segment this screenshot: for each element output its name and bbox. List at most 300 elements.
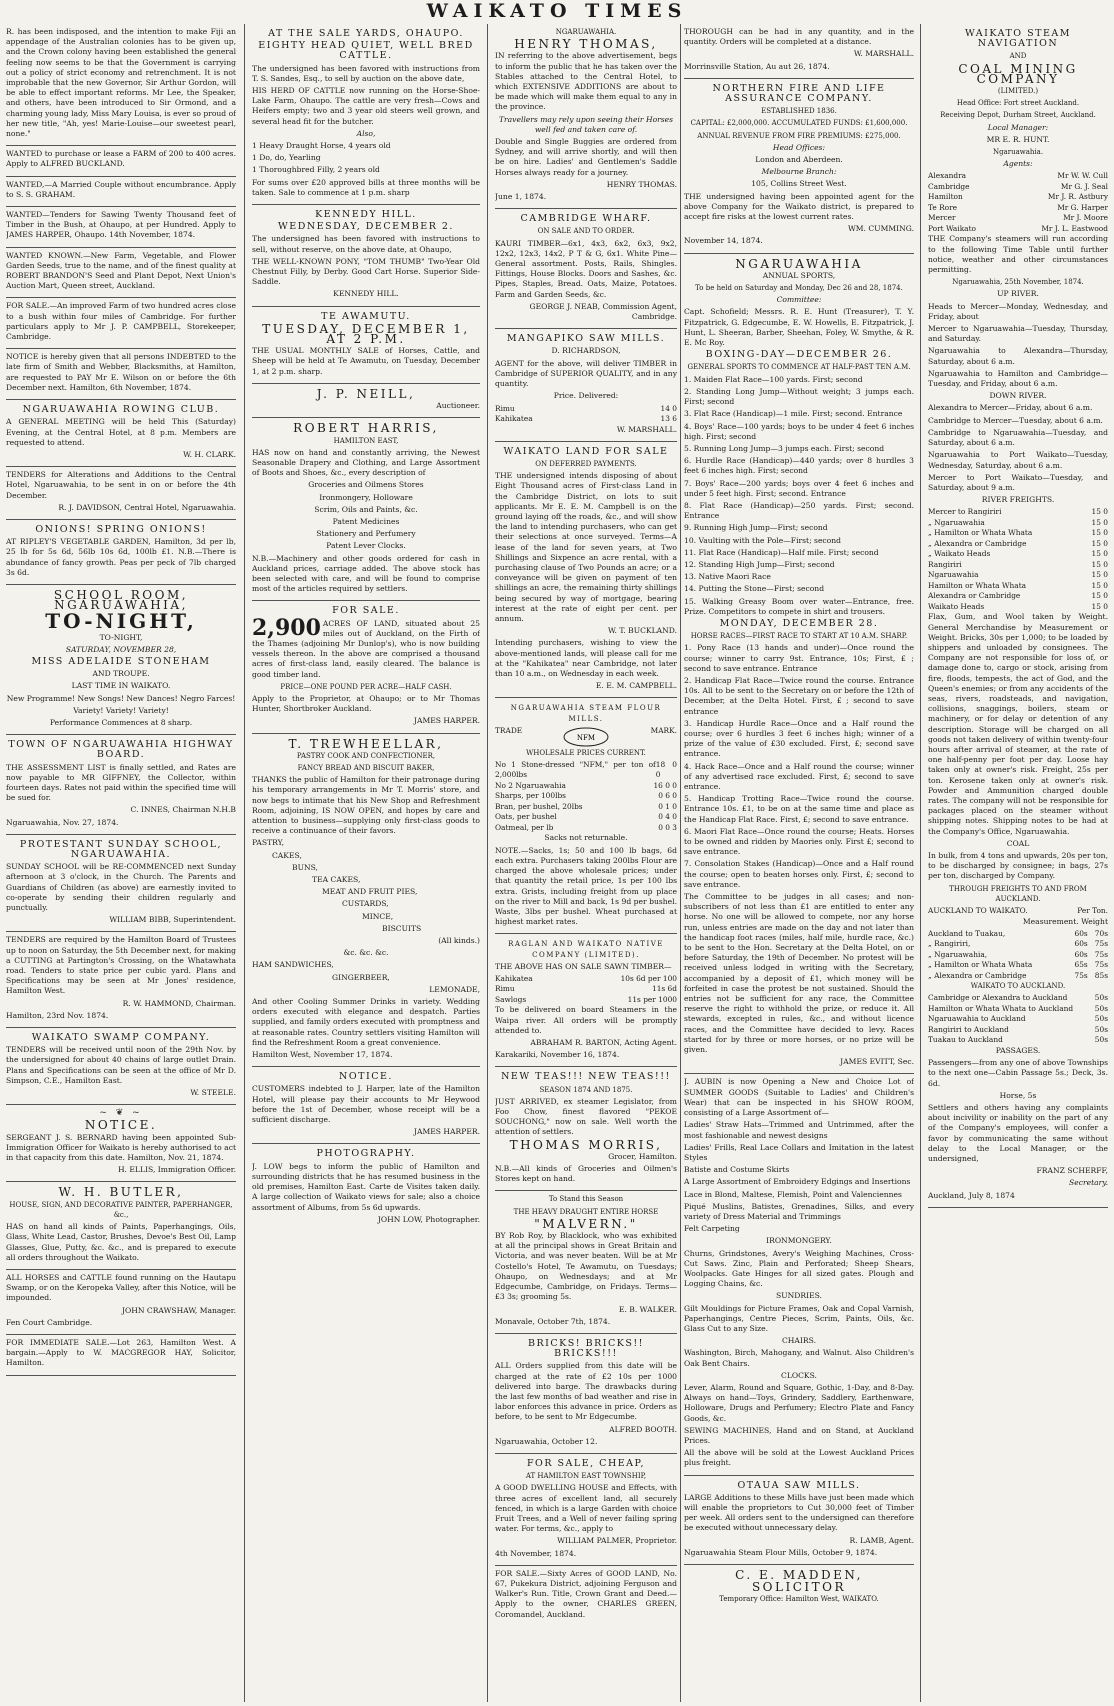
agent-town: Mercer	[928, 213, 956, 223]
ad-flour-mills	[495, 698, 677, 934]
ad-date: 4th November, 1874.	[495, 1548, 577, 1558]
timetable-row: Cambridge to Mercer—Tuesday, about 6 a.m.	[928, 415, 1103, 425]
price-label: No 1 Stone-dressed "NFM," per ton of 2,000lbs	[495, 759, 656, 780]
list-item: Ladies' Straw Hats—Trimmed and Untrimmed, after the most fashionable and newest designs	[684, 1120, 914, 1140]
price-row	[495, 974, 677, 985]
ad-onions	[6, 520, 236, 585]
ad-te-awamutu	[252, 307, 480, 384]
ad-subheading: D. RICHARDSON,	[551, 346, 621, 356]
ad-signature: WILLIAM PALMER, Proprietor.	[557, 1536, 677, 1546]
ad-aubin	[684, 1074, 914, 1475]
news-text: R. has been indisposed, and the intention to make Fiji an appendage of the Australian colonies has to be given up, and the Crown colony having been established the general feeling now seems to be that the Government is carrying out a policy of strict economy and retrenchment. It is not improbable that the new Governor, Sir Arthur Gordon, will be able to effect important reforms. Mr Lee, the Speaker, and others, have been introduced to Sir Ormond, and a charming young lady, Miss Mary Louisa, is ever so proud of her new title, "Ah, yes! Marie-Louise—our sweetest pearl, none."	[6, 27, 236, 139]
list-item: 1 Heavy Draught Horse, 4 years old	[252, 141, 391, 151]
ad-henry-thomas	[495, 24, 677, 209]
ad-text: To Stand this Season	[548, 1195, 624, 1204]
ad-wanted-farm	[6, 146, 236, 176]
ad-text: The undersigned has been favored with instructions to sell, without reserve, on the above date, at Ohaupo,	[252, 234, 480, 254]
ad-madden	[684, 1565, 914, 1611]
list-item: A Large Assortment of Embroidery Edgings and Insertions	[684, 1177, 911, 1187]
freight-label: Hamilton or Whata Whata	[928, 580, 1027, 590]
ad-text: TENDERS for Alterations and Additions to the Central Hotel, Ngaruawahia, to be sent in on or before the 4th December.	[6, 470, 236, 500]
ad-subheading: WEDNESDAY, DECEMBER 2.	[278, 221, 454, 233]
timetable-row: Alexandra to Mercer—Friday, about 6 a.m.	[928, 403, 1093, 413]
column-4	[680, 24, 918, 1702]
price-value: 14 0	[660, 403, 677, 413]
event-item: 1. Maiden Flat Race—100 yards. First; second	[684, 374, 863, 384]
timetable-row: Heads to Mercer—Monday, Wednesday, and Friday, about	[928, 301, 1108, 321]
through-measure: 50s	[1094, 1035, 1108, 1045]
event-item: 15. Walking Greasy Boom over water—Entrance, free. Prize. Competitors to compete in shirt and trousers.	[684, 596, 914, 616]
ad-heading: FOR SALE, CHEAP,	[526, 1457, 646, 1469]
ad-text: WANTED,—A Married Couple without encumbrance. Apply to S. S. GRAHAM.	[6, 179, 236, 199]
ad-text: SATURDAY, NOVEMBER 28,	[65, 644, 177, 654]
price-row	[495, 404, 677, 415]
freight-row	[928, 507, 1108, 518]
ad-signature: GEORGE J. NEAB, Commission Agent, Cambridge.	[529, 301, 677, 322]
list-item: HAM SANDWICHES,	[252, 960, 334, 970]
ad-text: THE Company's steamers will run according to the following Time Table until further notice, weather and other circumstances permitting.	[928, 234, 1108, 275]
price-row	[495, 802, 677, 813]
price-row	[495, 823, 677, 834]
news-paragraph	[6, 24, 236, 146]
ad-immediate-sale	[6, 1335, 236, 1376]
freight-value: 15 0	[1091, 507, 1108, 517]
price-label: Kahikatea	[495, 973, 533, 983]
list-item: 1 Thoroughbred Filly, 2 years old	[252, 165, 380, 175]
ad-signature: W. MARSHALL.	[853, 49, 914, 59]
ad-text: And other Cooling Summer Drinks in variety. Wedding orders executed with elegance and despatch. Parties supplied, and family orders executed with promptness and at reasonable rates. Country settlers visiting Hamilton will find the Refreshment Room a great convenience.	[252, 997, 480, 1047]
ad-display-heading: TO-NIGHT,	[45, 609, 197, 634]
ad-text: WANTED KNOWN.—New Farm, Vegetable, and Flower Garden Seeds, true to the name, and of the finest quality at ROBERT BRANDON'S Seed and Plant Depot, Next Union's Auction Mart, Queen street, Auckland.	[6, 250, 236, 291]
through-label: „ Rangiriri,	[928, 939, 971, 949]
ad-text: Horse, 5s	[999, 1090, 1037, 1100]
ad-new-teas	[495, 1067, 677, 1191]
list-item: (All kinds.)	[438, 936, 480, 946]
ad-subheading: HAMILTON EAST,	[333, 436, 399, 445]
table-header: WAIKATO TO AUCKLAND.	[970, 982, 1066, 991]
table-header: AUCKLAND TO WAIKATO.	[928, 906, 1028, 915]
ad-text: SUNDAY SCHOOL will be RE-COMMENCED next Sunday afternoon at 3 o'clock, in the Church. The Parents and Guardians of Children (as above) are earnestly invited to co-operate by sending their children regularly and punctually.	[6, 862, 236, 913]
ad-text: Flax, Gum, and Wool taken by Weight. General Merchandise by Measurement or Weight. Bricks, 30s per 1,000; to be loaded by shippers and unloaded by consignees. The Company are not responsible for loss of, or damage done to, cargo or stock, arising from fire, floods, tempests, the act of God, and the Queen's enemies; or from any accidents of the seas, rivers, roadsteads, and navigation, collisions, snaggings, boilers, steam or machinery, or for delay or detention of any description. Storage will be charged on all goods not taken delivery of within twenty-four hours after arrival of steamer, at the rate of one half-penny per foot per day. Loose hay taken only at owner's risk. Freight, 25s per ton. Kerosene taken only at owner's risk. Powder and Ammunition charged double rates. The company will not be responsible for packages placed on the steamer without shipping notes. Shipping notes to be had at the Company's Office, Ngaruawahia.	[928, 612, 1108, 836]
freight-label: Alexandra or Cambridge	[928, 591, 1021, 601]
ad-text: THE USUAL MONTHLY SALE of Horses, Cattle, and Sheep will be held at Te Awamutu, on Tuesday, December 1, at 2 p.m. sharp.	[252, 346, 480, 376]
event-item: 2. Standing Long Jump—Without weight; 3 jumps each. First; second	[684, 386, 914, 407]
ad-signature: ABRAHAM R. BARTON, Acting Agent.	[530, 1038, 677, 1048]
ad-text: THE ABOVE HAS ON SALE SAWN TIMBER—	[495, 961, 672, 971]
through-row	[928, 939, 1108, 950]
ad-date: November 14, 1874.	[684, 236, 763, 246]
ad-heading: "MALVERN."	[534, 1216, 638, 1231]
ad-otaua-saw-mills	[684, 1476, 914, 1565]
ad-text: SERGEANT J. S. BERNARD having been appointed Sub-Immigration Officer for Waikato is hereby authorised to act in that capacity from this date. Hamilton, Nov. 21, 1874.	[6, 1132, 236, 1163]
ad-signature: W. STEELE.	[190, 1088, 236, 1098]
freight-value: 15 0	[1091, 538, 1108, 548]
ad-text: New Programme! New Songs! New Dances! Negro Farces!	[6, 693, 236, 703]
agent-name: Mr J. L. Eastwood	[1041, 223, 1108, 233]
ad-text: All the above will be sold at the Lowest Auckland Prices plus freight.	[684, 1448, 914, 1468]
ad-heading: J. P. NEILL,	[316, 386, 416, 401]
column-2	[248, 24, 484, 1702]
ad-text: To be held on Saturday and Monday, Dec 26 and 28, 1874.	[695, 284, 903, 293]
ad-text: Passengers—from any one of above Townships to the next one—Cabin Passage 5s.; Deck, 3s. 6d.	[928, 1058, 1108, 1088]
ad-text: London and Aberdeen.	[755, 155, 843, 165]
ad-signature: W. MARSHALL.	[616, 424, 677, 434]
ad-text: AGENT for the above, will deliver TIMBER in Cambridge of SUPERIOR QUALITY, and in any quantity.	[495, 358, 677, 389]
ad-signature: W. H. CLARK.	[183, 449, 236, 459]
ad-text: (LIMITED.)	[997, 87, 1039, 96]
ad-heading: NGARUAWAHIA	[735, 256, 863, 271]
ad-text: Local Manager:	[987, 122, 1049, 132]
ad-subheading: WHOLESALE PRICES CURRENT.	[526, 748, 646, 757]
event-item: 5. Running Long Jump—3 jumps each. First; second	[684, 443, 885, 453]
through-weight: 75s	[1094, 949, 1108, 959]
ad-text: The Committee to be judges in all cases; and non-subscribers of not less than £1 are entitled to enter any horse. No one will be allowed to compete, nor any horse run, unless entries are made on the day and not later than the handicap foot races (miles, half mile, hurdle race, &c.) to be sent to the Hon. Secretary at the Delta Hotel, on or before Saturday, the 19th of December. No protest will be received unless lodged in writing with the Secretary, accompanied by a deposit of £1, which money will be forfeited in case the protest be not sustained. Should the entries not be sufficient for any race, the Committee reserve the right to withhold the prize, or reduce it. All stewards, excepted in rules, &c., and without licence races, and the Committee have decided to levy. Races started for by three or more horses, or no prize will be given.	[684, 892, 914, 1055]
ad-text: IN referring to the above advertisement, begs to inform the public that he has taken over the Stables attached to the Central Hotel, to which EXTENSIVE ADDITIONS are about to be made which will make them equal to any in the province.	[495, 51, 677, 112]
through-row	[928, 1014, 1108, 1025]
ad-text: HAS on hand all kinds of Paints, Paperhangings, Oils, Glass, White Lead, Castor, Brushes, Devoe's Best Oil, Lamp Glasses, Glue, Putty, &c. &c., and is prepared to execute all orders throughout the Waikato.	[6, 1222, 236, 1262]
ad-text: Intending purchasers, wishing to view the above-mentioned lands, will please call for me at the "Kahikatea" near Cambridge, not later than 10 a.m., on Wednesday in each week.	[495, 638, 677, 678]
ad-subheading: ON SALE AND TO ORDER.	[537, 227, 635, 236]
through-label: Cambridge or Alexandra to Auckland	[928, 993, 1068, 1003]
ad-date: Hamilton West, November 17, 1874.	[252, 1050, 393, 1060]
ad-text: THE undersigned having been appointed agent for the above Company for the Waikato district, is prepared to accept fire risks at the lowest current rates.	[684, 191, 914, 222]
ad-subheading: EIGHTY HEAD QUIET, WELL BRED CATTLE.	[258, 40, 474, 62]
ad-text: Ngaruawahia.	[992, 148, 1044, 157]
ad-text: HORSE RACES—FIRST RACE TO START AT 10 A.M. SHARP.	[690, 632, 908, 641]
through-measure: 60s	[1074, 949, 1088, 959]
event-item: 4. Boys' Race—100 yards; boys to be under 4 feet 6 inches high. First; second	[684, 421, 914, 441]
ad-signature: Secretary.	[1069, 1178, 1108, 1188]
ad-text: FOR SALE.—Sixty Acres of GOOD LAND, No. 67, Pukekura District, adjoining Ferguson and Walker's Run. Title, Crown Grant and Deed.—Apply to the owner, CHARLES GREEN, Coromandel, Auckland.	[495, 1568, 677, 1619]
ad-subheading: AT HAMILTON EAST TOWNSHIP,	[525, 1472, 647, 1481]
ad-sunday-school	[6, 835, 236, 933]
race-item: 2. Handicap Flat Race—Twice round the course. Entrance 10s. All to be sent to the Secretary on or before the 12th of December, at the Delta Hotel. First, £ ; second to save entrance	[684, 675, 914, 716]
freight-label: Waikato Heads	[928, 601, 985, 611]
freight-label: Rangiriri	[928, 559, 962, 569]
price-row	[495, 995, 677, 1006]
column-5	[924, 24, 1112, 1702]
trade-mark-row	[495, 726, 677, 748]
ad-text: A GOOD DWELLING HOUSE and Effects, with three acres of excellent land, all securely fenced, in which is a large Garden with choice Fruit Trees, and a Well of never failing spring water. For terms, &c., apply to	[495, 1483, 677, 1534]
ad-text: Also,	[356, 128, 376, 138]
freight-label: Mercer to Rangiriri	[928, 507, 1002, 517]
masthead: WAIKATO TIMES	[426, 0, 688, 22]
agent-name: Mr J. Moore	[1063, 213, 1108, 223]
ad-text: HIS HERD OF CATTLE now running on the Horse-Shoe-Lake Farm, Ohaupo. The cattle are very fresh—Cows and Heifers empty; two and 3 year old steers well grown, and several head fit for the butcher.	[252, 86, 480, 126]
ad-text: AND	[1009, 52, 1027, 61]
ad-for-sale-land	[252, 601, 480, 733]
ad-text: N.B.—Machinery and other goods ordered for cash in Auckland prices, carriage added. The above stock has been selected with care, and will be found to comprise most of the articles required by settlers.	[252, 553, 480, 594]
price-label: Bran, per bushel, 20lbs	[495, 801, 583, 811]
price-row	[495, 984, 677, 995]
ad-signature: FRANZ SCHERFF,	[1036, 1166, 1108, 1176]
ad-text: Sacks not returnable.	[544, 833, 628, 843]
ad-subheading: ANNUAL SPORTS,	[762, 270, 836, 280]
event-item: 9. Running High Jump—First; second	[684, 523, 828, 533]
event-item: 10. Vaulting with the Pole—First; second	[684, 535, 842, 545]
freight-label: „ Alexandra or Cambridge	[928, 538, 1027, 548]
ad-text: ALL HORSES and CATTLE found running on the Hautapu Swamp, or on the Keropeka Valley, after this Notice, will be impounded.	[6, 1272, 236, 1303]
column-1	[2, 24, 240, 1702]
list-item: Ladies' Frills, Real Lace Collars and Imitation in the latest Styles	[684, 1142, 914, 1162]
column-rule	[920, 24, 921, 1702]
ad-text: N.B.—All kinds of Groceries and Oilmen's Stores kept on hand.	[495, 1164, 677, 1184]
ad-text: NOTICE is hereby given that all persons INDEBTED to the late firm of Smith and Webber, Blacksmiths, at Hamilton, are requested to PAY Mr E. Wilson on or before the 6th December next. Hamilton, 6th November, 1874.	[6, 352, 236, 392]
ad-heading: NGARUAWAHIA STEAM FLOUR MILLS.	[510, 704, 662, 723]
list-item: CAKES,	[272, 850, 302, 860]
ad-text: For sums over £20 approved bills at three months will be taken. Sale to commence at 1 p.m. sharp	[252, 177, 480, 197]
ad-text: AT RIPLEY'S VEGETABLE GARDEN, Hamilton, 3d per lb, 25 lb for 5s 6d, 56lb 10s 6d, 100lb £1. N.B.—There is abundance of fancy growth. Peas per peck of 7lb charged 3s 6d.	[6, 537, 236, 577]
ad-tenders-central	[6, 467, 236, 520]
agent-row	[928, 192, 1108, 203]
event-item: 7. Boys' Race—200 yards; boys over 4 feet 6 inches and under 5 feet high. First; second. Entrance	[684, 478, 914, 498]
ad-heading: FOR SALE.	[332, 605, 400, 617]
ad-butler	[6, 1182, 236, 1269]
ad-text: ALL Orders supplied from this date will be charged at the rate of £2 10s per 1000 delivered into barge. The drawbacks during the last few months of bad weather and rise in labor enforces this advance in price. Orders as before, to be sent to Mr Edgecumbe.	[495, 1361, 677, 1422]
ad-signature: HENRY THOMAS.	[606, 179, 677, 189]
ad-subheading: HOUSE, SIGN, AND DECORATIVE PAINTER, PAPERHANGER, &c.,	[9, 1200, 233, 1219]
ad-signature: R. W. HAMMOND, Chairman.	[122, 998, 236, 1008]
timetable-row: Mercer to Port Waikato—Tuesday, and Saturday, about 9 a.m.	[928, 472, 1108, 492]
ad-photography	[252, 1144, 480, 1230]
price-value: 0 6 0	[658, 791, 677, 801]
through-label: „ Hamilton or Whata Whata	[928, 960, 1033, 970]
ad-raglan	[495, 934, 677, 1067]
list-item: BUNS,	[292, 862, 318, 872]
ad-signature: JOHN CRAWSHAW, Manager.	[121, 1305, 236, 1315]
through-measure: 65s	[1074, 960, 1088, 970]
ad-text: WANTED—Tenders for Sawing Twenty Thousand feet of Timber in the Bush, at Ohaupo, at per Hundred. Apply to JAMES HARPER, Ohaupo. 14th November, 1874.	[6, 210, 236, 240]
ad-kennedy-hill	[252, 205, 480, 307]
ad-heading: ONIONS! SPRING ONIONS!	[35, 523, 207, 535]
ad-text: SEWING MACHINES, Hand and on Stand, at Auckland Prices.	[684, 1425, 914, 1445]
ad-signature: E. B. WALKER.	[618, 1304, 677, 1314]
list-item: PASTRY,	[252, 838, 285, 848]
list-item: Scrim, Oils and Paints, &c.	[314, 504, 418, 514]
ad-signature: WILLIAM BIBB, Superintendent.	[109, 915, 236, 925]
ad-subheading: ON DEFERRED PAYMENTS.	[535, 459, 637, 468]
ad-neill	[252, 384, 480, 418]
price-value: 10s 6d per 100	[620, 973, 677, 983]
ad-notice-indebted	[6, 349, 236, 400]
ad-heading: MANGAPIKO SAW MILLS.	[506, 333, 666, 345]
ad-text: THE WELL-KNOWN PONY, "TOM THUMB" Two-Year Old Chestnut Filly, by Derby. Good Cart Horse. Superior Side-Saddle.	[252, 256, 480, 287]
list-item: MEAT AND FRUIT PIES,	[322, 887, 418, 897]
ad-subheading: FANCY BREAD AND BISCUIT BAKER,	[297, 763, 435, 772]
through-label: Hamilton or Whata Whata to Auckland	[928, 1003, 1074, 1013]
race-item: 5. Handicap Trotting Race—Twice round the course. Entrance 10s. £1, to be on at the same time and place as the Handicap Flat Race. First, £; second to save entrance.	[684, 794, 914, 824]
through-head-row	[928, 906, 1108, 917]
ad-heading: MISS ADELAIDE STONEHAM	[31, 655, 211, 667]
ad-heading: NGARUAWAHIA ROWING CLUB.	[22, 404, 220, 416]
event-item: 11. Flat Race (Handicap)—Half mile. First; second	[684, 547, 879, 557]
agent-town: Te Rore	[928, 202, 957, 212]
ad-heading: TOWN OF NGARUAWAHIA HIGHWAY BOARD.	[8, 739, 234, 761]
ad-signature: C. INNES, Chairman N.H.B	[130, 805, 236, 815]
ad-heading: NEW TEAS!!! NEW TEAS!!!	[501, 1071, 671, 1083]
ad-text: In bulk, from 4 tons and upwards, 20s per ton, to be discharged by consignee; in bags, 27s per ton, discharged by Company.	[928, 850, 1108, 881]
ad-signature: KENNEDY HILL.	[333, 289, 399, 299]
ornament-icon: ~ ❦ ~	[99, 1108, 143, 1119]
price-label: Oats, per bushel	[495, 812, 557, 822]
svg-text:NFM: NFM	[577, 733, 596, 742]
ad-text: Double and Single Buggies are ordered from Sydney, and will arrive shortly, and will then be on hire. Ladies' and Gentlemen's Saddle Horses always ready for a journey.	[495, 137, 677, 177]
agent-row	[928, 203, 1108, 214]
list-item: Stationery and Perfumery	[316, 529, 416, 539]
event-item: 3. Flat Race (Handicap)—1 mile. First; second. Entrance	[684, 409, 903, 419]
through-row	[928, 1004, 1108, 1015]
agent-row	[928, 213, 1108, 224]
ad-malvern	[495, 1191, 677, 1333]
freight-value: 15 0	[1091, 570, 1108, 580]
through-row	[928, 1025, 1108, 1036]
ad-text: 105, Collins Street West.	[751, 179, 847, 189]
trade-label: TRADE	[495, 725, 523, 735]
ad-wanted-couple	[6, 177, 236, 207]
ad-text: KAURI TIMBER—6x1, 4x3, 6x2, 6x3, 9x2, 12x2, 12x3, 14x2, P T & G, 6x1. White Pine—General assortment. Posts, Rails, Shingles. Fittings, House Blocks. Doors and Sashes, &c. Pipes, Staples, Bread. Oats, Maize, Potatoes. Farm and Garden Seeds, &c.	[495, 238, 677, 299]
trade-mark-icon	[561, 726, 611, 748]
ad-date: June 1, 1874.	[495, 192, 547, 202]
ad-heading: NOTICE.	[84, 1118, 158, 1133]
ad-signature: Grocer, Hamilton.	[608, 1151, 677, 1161]
section-heading: RIVER FREIGHTS.	[981, 495, 1055, 505]
column-rule	[487, 24, 488, 1702]
list-item: MINCE,	[362, 911, 394, 921]
ad-crawshaw	[6, 1270, 236, 1335]
ad-text: Travellers may rely upon seeing their Horses well fed and taken care of.	[498, 114, 674, 134]
list-item: BISCUITS	[382, 923, 422, 933]
ad-text: Agents:	[1003, 159, 1033, 169]
through-row	[928, 960, 1108, 971]
ad-subheading: MONDAY, DECEMBER 28.	[719, 617, 879, 629]
ad-subheading: NGARUAWAHIA.	[555, 28, 617, 36]
ad-heading: OTAUA SAW MILLS.	[737, 1479, 861, 1491]
ad-date: Ngaruawahia, 25th November, 1874.	[952, 278, 1084, 287]
ad-cambridge-wharf	[495, 209, 677, 329]
freight-row	[928, 581, 1108, 592]
freight-value: 15 0	[1091, 528, 1108, 538]
ad-heading: T. TREWHEELLAR,	[288, 736, 444, 751]
price-value: 0 4 0	[658, 812, 677, 822]
ad-heading: ROBERT HARRIS,	[293, 421, 439, 436]
ad-heading: SCHOOL ROOM, NGARUAWAHIA,	[53, 587, 189, 613]
list-item: Patent Lever Clocks.	[326, 541, 406, 551]
ad-subheading: TUESDAY, DECEMBER 1, AT 2 P.M.	[262, 321, 470, 347]
ad-signature: R. J. DAVIDSON, Central Hotel, Ngaruawahia.	[58, 502, 236, 512]
through-weight: 75s	[1094, 960, 1108, 970]
timetable-row: Mercer to Ngaruawahia—Tuesday, Thursday, and Saturday.	[928, 324, 1108, 344]
ad-heading: NOTICE.	[339, 1071, 393, 1083]
race-item: 7. Consolation Stakes (Handicap)—Once and a Half round the course; open to beaten horses only. First, £; second to save entrance.	[684, 859, 914, 889]
column-rule	[244, 24, 245, 1702]
timetable-row: Cambridge to Ngaruawahia—Tuesday, and Saturday, about 6 a.m.	[928, 427, 1108, 448]
ad-text: ANNUAL REVENUE FROM FIRE PREMIUMS: £275,000.	[697, 131, 901, 140]
list-item: &c. &c. &c.	[343, 948, 389, 958]
ad-for-sale-cheap	[495, 1454, 677, 1566]
ad-date: Ngaruawahia, October 12.	[495, 1436, 598, 1446]
list-item: CUSTARDS,	[342, 899, 389, 909]
ad-text: Receiving Depot, Durham Street, Auckland.	[940, 111, 1096, 120]
section-heading: UP RIVER.	[997, 289, 1039, 299]
through-label: Tuakau to Auckland	[928, 1035, 1003, 1045]
ad-text: TENDERS are required by the Hamilton Board of Trustees up to noon on Saturday, the 5th December next, for making a CUTTING at Partington's Crossing, on the Whatawhata road. Tenders to state price per cubic yard. Plans and Specifications may be seen at Mr Jones' residence, Hamilton West.	[6, 935, 236, 996]
freight-value: 15 0	[1091, 549, 1108, 559]
ad-signature: JAMES HARPER.	[413, 716, 480, 726]
table-header: Measurement. Weight	[1022, 916, 1108, 926]
ad-date: Auckland, July 8, 1874	[928, 1190, 1015, 1200]
ad-signature: WM. CUMMING.	[847, 224, 914, 234]
ad-signature: W. T. BUCKLAND.	[608, 626, 677, 636]
ad-subheading: BOXING-DAY—DECEMBER 26.	[705, 349, 893, 361]
freight-label: „ Ngaruawahia	[928, 517, 985, 527]
ad-text: FOR SALE.—An improved Farm of two hundred acres close to a bush within four miles of Cambridge. For further particulars apply to Mr J. P. CAMPBELL, Storekeeper, Cambridge.	[6, 301, 236, 342]
price-label: Sawlogs	[495, 994, 527, 1004]
ad-text: To be delivered on board Steamers in the Waipa river. All orders will be promptly attended to.	[495, 1005, 677, 1035]
ad-signature: JOHN LOW, Photographer.	[377, 1214, 480, 1224]
ad-heading: WAIKATO STEAM NAVIGATION	[965, 28, 1071, 50]
freight-row	[928, 539, 1108, 550]
table-header: Per Ton.	[1077, 906, 1108, 915]
through-measure: 75s	[1074, 970, 1088, 980]
agent-row	[928, 224, 1108, 235]
freight-label: „ Hamilton or Whata Whata	[928, 528, 1033, 538]
ad-heading: PHOTOGRAPHY.	[316, 1148, 416, 1160]
ad-heading: THOMAS MORRIS,	[509, 1137, 663, 1152]
freight-value: 15 0	[1091, 559, 1108, 569]
ad-text: Settlers and others having any complaints about incivility or inability on the part of any of the Company's employees, will confer a favor by communicating the same without delay to the Local Manager, or the undersigned,	[928, 1102, 1108, 1163]
ad-text: J. LOW begs to inform the public of Hamilton and surrounding districts that he has resumed business in the old premises, Hamilton East. Carte de Visites taken daily. A large collection of Waikato views for sale; also a choice assortment of Albums, from 5s 6d upwards.	[252, 1161, 480, 1212]
through-measure: 50s	[1094, 1003, 1108, 1013]
ad-heading: KENNEDY HILL.	[315, 209, 417, 221]
section-heading: SUNDRIES.	[776, 1291, 822, 1301]
ad-text: ACRES OF LAND, situated about 25 miles out of Auckland, on the Firth of the Thames (adjoining Mr Dunlop's), who is now building vessels thereon. In the above are comprised a thousand acres of first-class land, easily cleared. The balance is good timber land.	[252, 618, 480, 679]
agent-name: Mr G. J. Seal	[1060, 181, 1108, 191]
timetable-row: Ngaruawahia to Alexandra—Thursday, Saturday, about 6 a.m.	[928, 346, 1108, 366]
ad-signature: JAMES EVITT, Sec.	[840, 1057, 914, 1067]
through-label: Auckland to Tuakau,	[928, 928, 1006, 938]
ad-for-sale-farm	[6, 298, 236, 349]
ad-text: Capt. Schofield; Messrs. R. E. Hunt (Treasurer), T. Y. Fitzpatrick, G. Edgecumbe, E. W. Howells, E. Fitzpatrick, J. Hunt, L. Sheeran, Barber, Sheehan, Foley, W. Smythe, & R. E. Mc Roy.	[684, 307, 914, 348]
through-weight: 85s	[1094, 970, 1108, 980]
list-item: Patent Medicines	[332, 516, 400, 526]
section-heading: DOWN RIVER.	[989, 391, 1047, 401]
price-value: 16 0 0	[653, 780, 677, 790]
ad-text: Committee:	[776, 295, 822, 305]
list-item: 1 Do, do, Yearling	[252, 153, 321, 163]
freight-row	[928, 602, 1108, 613]
price-value: 18 0 0	[655, 759, 677, 780]
freight-value: 15 0	[1091, 517, 1108, 527]
agent-town: Hamilton	[928, 192, 963, 202]
ad-text: LARGE Additions to these Mills have just been made which will enable the proprietors to Cut 30,000 feet of Timber per week. All orders sent to the undersigned can therefore be executed without unnecessary delay.	[684, 1492, 914, 1533]
ad-swamp-company	[6, 1028, 236, 1105]
list-item: Lace in Blond, Maltese, Flemish, Point and Valenciennes	[684, 1189, 902, 1199]
ad-heading: RAGLAN AND WAIKATO NATIVE COMPANY (LIMITED).	[508, 940, 664, 959]
ad-text: NOTE.—Sacks, 1s; 50 and 100 lb bags, 6d each extra. Purchasers taking 200lbs Flour are charged the above wholesale prices; under that quantity the retail price, 1s per 100 lbs extra. Grists, including freight from up place on the river to Mill and back, 1s 9d per bushel. Waste, 3lbs per bushel. Wheat purchased at highest market rates.	[495, 845, 677, 927]
through-measure: 50s	[1094, 993, 1108, 1003]
through-row	[928, 993, 1108, 1004]
ad-text: THOROUGH can be had in any quantity, and in the quantity. Orders will be completed at a distance.	[684, 27, 914, 47]
list-item: Groceries and Oilmens Stores	[308, 480, 424, 490]
freight-row	[928, 560, 1108, 571]
freight-row	[928, 549, 1108, 560]
through-label: Rangiriri to Auckland	[928, 1024, 1009, 1034]
agent-name: Mr W. W. Cull	[1057, 171, 1108, 181]
agent-town: Cambridge	[928, 181, 970, 191]
ad-subheading: THE HEAVY DRAUGHT ENTIRE HORSE	[513, 1207, 659, 1216]
ad-text: AND TROUPE.	[92, 669, 150, 679]
ad-text: Head Office: Fort street Auckland.	[956, 99, 1080, 108]
